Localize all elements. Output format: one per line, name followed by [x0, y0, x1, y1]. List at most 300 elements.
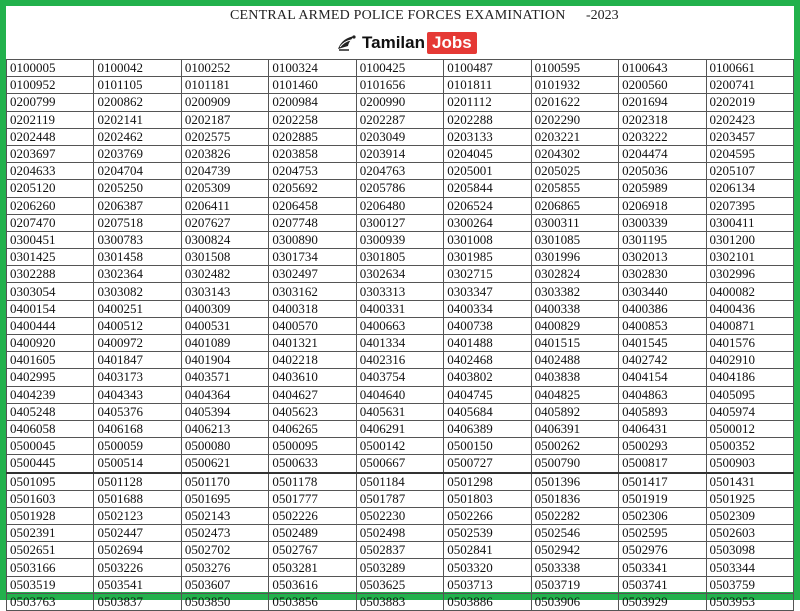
roll-number-cell: 0502391: [7, 525, 94, 542]
roll-number-cell: 0206865: [531, 197, 618, 214]
roll-number-cell: 0406058: [7, 420, 94, 437]
roll-number-cell: 0503850: [181, 593, 268, 610]
roll-number-cell: 0101181: [181, 77, 268, 94]
roll-number-cell: 0200741: [706, 77, 794, 94]
roll-number-cell: 0404863: [619, 386, 706, 403]
roll-number-cell: 0400082: [706, 283, 794, 300]
roll-number-cell: 0500790: [531, 455, 618, 473]
roll-number-cell: 0501928: [7, 507, 94, 524]
roll-number-cell: 0406389: [444, 420, 531, 437]
table-row: [7, 145, 794, 162]
roll-number-cell: 0100042: [94, 60, 181, 77]
roll-number-cell: 0402742: [619, 352, 706, 369]
table-row: [7, 490, 794, 507]
roll-number-cell: 0500621: [181, 455, 268, 473]
roll-number-cell: 0503759: [706, 576, 794, 593]
roll-number-cell: 0205855: [531, 180, 618, 197]
tamilan-jobs-logo: [335, 30, 477, 56]
roll-number-cell: 0500150: [444, 438, 531, 455]
table-row: [7, 593, 794, 610]
roll-number-cell: 0500817: [619, 455, 706, 473]
roll-number-cell: 0503519: [7, 576, 94, 593]
roll-number-cell: 0406291: [356, 420, 443, 437]
roll-number-cell: 0500727: [444, 455, 531, 473]
table-row: [7, 369, 794, 386]
table-row: [7, 266, 794, 283]
roll-number-cell: 0502976: [619, 542, 706, 559]
roll-number-cell: 0303162: [269, 283, 356, 300]
roll-number-cell: 0500142: [356, 438, 443, 455]
roll-number-cell: 0302824: [531, 266, 618, 283]
roll-number-cell: 0202019: [706, 94, 794, 111]
roll-number-cell: 0503953: [706, 593, 794, 610]
roll-number-cell: 0404364: [181, 386, 268, 403]
roll-number-cell: 0502309: [706, 507, 794, 524]
exam-year: -2023: [586, 8, 619, 23]
roll-number-cell: 0300451: [7, 231, 94, 248]
roll-number-cell: 0400331: [356, 300, 443, 317]
roll-number-cell: 0302634: [356, 266, 443, 283]
roll-number-cell: 0401515: [531, 335, 618, 352]
roll-number-cell: 0301008: [444, 231, 531, 248]
roll-number-cell: 0502603: [706, 525, 794, 542]
roll-number-cell: 0404627: [269, 386, 356, 403]
roll-number-cell: 0302364: [94, 266, 181, 283]
roll-number-cell: 0202885: [269, 128, 356, 145]
table-row: [7, 111, 794, 128]
roll-number-cell: 0404825: [531, 386, 618, 403]
roll-number-cell: 0502226: [269, 507, 356, 524]
roll-number-cell: 0100487: [444, 60, 531, 77]
roll-number-cell: 0503883: [356, 593, 443, 610]
roll-number-cell: 0203769: [94, 145, 181, 162]
roll-number-cell: 0502595: [619, 525, 706, 542]
roll-number-cell: 0204739: [181, 163, 268, 180]
roll-number-cell: 0207748: [269, 214, 356, 231]
table-row: [7, 197, 794, 214]
roll-number-cell: 0402218: [269, 352, 356, 369]
roll-number-cell: 0202187: [181, 111, 268, 128]
roll-number-cell: 0502489: [269, 525, 356, 542]
roll-number-cell: 0405394: [181, 403, 268, 420]
table-row: [7, 163, 794, 180]
roll-number-cell: 0202448: [7, 128, 94, 145]
roll-number-cell: 0401488: [444, 335, 531, 352]
roll-number-cell: 0203826: [181, 145, 268, 162]
table-row: [7, 542, 794, 559]
roll-number-cell: 0101105: [94, 77, 181, 94]
logo-text: Tamilan: [362, 33, 425, 52]
table-row: [7, 283, 794, 300]
roll-number-cell: 0101932: [531, 77, 618, 94]
roll-number-cell: 0206480: [356, 197, 443, 214]
roll-number-cell: 0501695: [181, 490, 268, 507]
roll-number-cell: 0400386: [619, 300, 706, 317]
roll-number-cell: 0400251: [94, 300, 181, 317]
roll-number-cell: 0501787: [356, 490, 443, 507]
roll-number-cell: 0300824: [181, 231, 268, 248]
roll-number-cell: 0501184: [356, 473, 443, 491]
roll-number-cell: 0503837: [94, 593, 181, 610]
logo-badge: Jobs: [427, 32, 477, 54]
roll-number-cell: 0402468: [444, 352, 531, 369]
roll-number-cell: 0205989: [619, 180, 706, 197]
roll-number-cell: 0404745: [444, 386, 531, 403]
roll-number-cell: 0300939: [356, 231, 443, 248]
table-row: [7, 335, 794, 352]
roll-number-cell: 0405095: [706, 386, 794, 403]
roll-number-cell: 0202287: [356, 111, 443, 128]
roll-number-cell: 0100952: [7, 77, 94, 94]
roll-number-cell: 0301200: [706, 231, 794, 248]
roll-number-cell: 0303347: [444, 283, 531, 300]
table-row: [7, 180, 794, 197]
roll-number-cell: 0302497: [269, 266, 356, 283]
roll-number-cell: 0500012: [706, 420, 794, 437]
table-row: [7, 438, 794, 455]
roll-number-cell: 0400338: [531, 300, 618, 317]
roll-number-cell: 0502694: [94, 542, 181, 559]
roll-number-cell: 0406213: [181, 420, 268, 437]
roll-number-cell: 0500059: [94, 438, 181, 455]
roll-number-cell: 0406431: [619, 420, 706, 437]
roll-number-cell: 0502651: [7, 542, 94, 559]
table-row: [7, 455, 794, 473]
table-row: [7, 77, 794, 94]
roll-number-cell: 0302830: [619, 266, 706, 283]
roll-number-cell: 0201622: [531, 94, 618, 111]
roll-number-cell: 0300411: [706, 214, 794, 231]
roll-number-cell: 0201694: [619, 94, 706, 111]
roll-number-cell: 0400829: [531, 317, 618, 334]
roll-number-cell: 0101656: [356, 77, 443, 94]
roll-number-cell: 0205786: [356, 180, 443, 197]
roll-number-cell: 0406391: [531, 420, 618, 437]
roll-number-cell: 0200862: [94, 94, 181, 111]
roll-number-cell: 0400972: [94, 335, 181, 352]
roll-number-cell: 0400512: [94, 317, 181, 334]
roll-number-cell: 0207518: [94, 214, 181, 231]
roll-number-cell: 0301458: [94, 249, 181, 266]
roll-number-cell: 0100324: [269, 60, 356, 77]
roll-number-cell: 0501431: [706, 473, 794, 491]
roll-number-cell: 0503886: [444, 593, 531, 610]
roll-number-cell: 0503607: [181, 576, 268, 593]
roll-number-cell: 0207395: [706, 197, 794, 214]
roll-number-cell: 0400570: [269, 317, 356, 334]
roll-number-cell: 0206387: [94, 197, 181, 214]
roll-number-cell: 0300890: [269, 231, 356, 248]
roll-number-cell: 0100595: [531, 60, 618, 77]
roll-number-cell: 0206411: [181, 197, 268, 214]
roll-number-cell: 0202290: [531, 111, 618, 128]
roll-number-cell: 0403571: [181, 369, 268, 386]
roll-number-cell: 0300339: [619, 214, 706, 231]
roll-number-cell: 0500080: [181, 438, 268, 455]
roll-number-cell: 0400318: [269, 300, 356, 317]
roll-number-cell: 0206260: [7, 197, 94, 214]
roll-number-cell: 0501777: [269, 490, 356, 507]
roll-number-cell: 0402316: [356, 352, 443, 369]
roll-number-cell: 0401545: [619, 335, 706, 352]
table-row: [7, 249, 794, 266]
roll-number-cell: 0202318: [619, 111, 706, 128]
roll-number-cell: 0100425: [356, 60, 443, 77]
roll-number-cell: 0202288: [444, 111, 531, 128]
roll-number-cell: 0501095: [7, 473, 94, 491]
roll-number-cell: 0501417: [619, 473, 706, 491]
roll-number-cell: 0303054: [7, 283, 94, 300]
roll-number-cell: 0503338: [531, 559, 618, 576]
roll-number-cell: 0301985: [444, 249, 531, 266]
roll-number-cell: 0202119: [7, 111, 94, 128]
roll-number-cell: 0205250: [94, 180, 181, 197]
roll-number-cell: 0401334: [356, 335, 443, 352]
roll-number-cell: 0401847: [94, 352, 181, 369]
roll-number-cell: 0206134: [706, 180, 794, 197]
roll-number-cell: 0404239: [7, 386, 94, 403]
roll-number-cell: 0502266: [444, 507, 531, 524]
roll-number-cell: 0500045: [7, 438, 94, 455]
roll-number-cell: 0205001: [444, 163, 531, 180]
roll-number-cell: 0402488: [531, 352, 618, 369]
roll-number-cell: 0200799: [7, 94, 94, 111]
roll-number-cell: 0301195: [619, 231, 706, 248]
roll-number-cell: 0205120: [7, 180, 94, 197]
roll-number-cell: 0502841: [444, 542, 531, 559]
roll-number-cell: 0404186: [706, 369, 794, 386]
roll-number-cell: 0400436: [706, 300, 794, 317]
roll-number-cell: 0101811: [444, 77, 531, 94]
roll-number-cell: 0204045: [444, 145, 531, 162]
roll-number-cell: 0501128: [94, 473, 181, 491]
roll-number-cell: 0301805: [356, 249, 443, 266]
roll-number-cell: 0205025: [531, 163, 618, 180]
roll-number-cell: 0300783: [94, 231, 181, 248]
roll-number-cell: 0203457: [706, 128, 794, 145]
roll-number-cell: 0204595: [706, 145, 794, 162]
roll-number-cell: 0200909: [181, 94, 268, 111]
roll-number-cell: 0503541: [94, 576, 181, 593]
table-row: [7, 559, 794, 576]
roll-number-cell: 0400920: [7, 335, 94, 352]
roll-number-cell: 0502942: [531, 542, 618, 559]
roll-number-cell: 0405974: [706, 403, 794, 420]
roll-number-cell: 0501603: [7, 490, 94, 507]
roll-number-cell: 0401321: [269, 335, 356, 352]
roll-number-cell: 0203221: [531, 128, 618, 145]
roll-number-cell: 0500633: [269, 455, 356, 473]
table-row: [7, 403, 794, 420]
roll-number-cell: 0203914: [356, 145, 443, 162]
table-row: [7, 317, 794, 334]
roll-number-cell: 0204633: [7, 163, 94, 180]
roll-number-cell: 0200984: [269, 94, 356, 111]
roll-number-cell: 0203049: [356, 128, 443, 145]
roll-number-cell: 0501178: [269, 473, 356, 491]
roll-number-cell: 0503713: [444, 576, 531, 593]
roll-number-cell: 0301734: [269, 249, 356, 266]
roll-number-cell: 0500514: [94, 455, 181, 473]
table-row: [7, 507, 794, 524]
roll-number-cell: 0204302: [531, 145, 618, 162]
exam-title: CENTRAL ARMED POLICE FORCES EXAMINATION: [230, 8, 566, 23]
roll-number-cell: 0301996: [531, 249, 618, 266]
roll-number-cell: 0503320: [444, 559, 531, 576]
roll-number-cell: 0207470: [7, 214, 94, 231]
table-row: [7, 386, 794, 403]
roll-number-cell: 0202423: [706, 111, 794, 128]
roll-number-cell: 0403802: [444, 369, 531, 386]
table-row: [7, 525, 794, 542]
roll-number-cell: 0500352: [706, 438, 794, 455]
roll-number-cell: 0403838: [531, 369, 618, 386]
roll-number-cell: 0203858: [269, 145, 356, 162]
roll-number-cell: 0302101: [706, 249, 794, 266]
roll-number-table-body: [7, 60, 794, 611]
roll-number-cell: 0205107: [706, 163, 794, 180]
roll-number-cell: 0303382: [531, 283, 618, 300]
roll-number-cell: 0301425: [7, 249, 94, 266]
roll-number-cell: 0502837: [356, 542, 443, 559]
roll-number-cell: 0503616: [269, 576, 356, 593]
roll-number-cell: 0404154: [619, 369, 706, 386]
roll-number-cell: 0300311: [531, 214, 618, 231]
roll-number-cell: 0303313: [356, 283, 443, 300]
roll-number-cell: 0303143: [181, 283, 268, 300]
table-row: [7, 231, 794, 248]
roll-number-cell: 0400154: [7, 300, 94, 317]
roll-number-cell: 0502230: [356, 507, 443, 524]
roll-number-table: [6, 59, 794, 611]
roll-number-cell: 0400738: [444, 317, 531, 334]
roll-number-cell: 0405376: [94, 403, 181, 420]
roll-number-cell: 0500262: [531, 438, 618, 455]
roll-number-cell: 0400309: [181, 300, 268, 317]
roll-number-cell: 0500095: [269, 438, 356, 455]
roll-number-cell: 0405684: [444, 403, 531, 420]
roll-number-cell: 0503929: [619, 593, 706, 610]
roll-number-cell: 0403754: [356, 369, 443, 386]
roll-number-cell: 0203222: [619, 128, 706, 145]
roll-number-cell: 0206524: [444, 197, 531, 214]
roll-number-cell: 0502498: [356, 525, 443, 542]
roll-number-cell: 0400871: [706, 317, 794, 334]
roll-number-cell: 0401089: [181, 335, 268, 352]
roll-number-cell: 0503341: [619, 559, 706, 576]
roll-number-cell: 0200990: [356, 94, 443, 111]
roll-number-cell: 0302482: [181, 266, 268, 283]
roll-number-cell: 0405248: [7, 403, 94, 420]
roll-number-cell: 0401605: [7, 352, 94, 369]
table-row: [7, 128, 794, 145]
roll-number-cell: 0503226: [94, 559, 181, 576]
roll-number-cell: 0301085: [531, 231, 618, 248]
roll-number-cell: 0502282: [531, 507, 618, 524]
roll-number-cell: 0201112: [444, 94, 531, 111]
roll-number-cell: 0206918: [619, 197, 706, 214]
roll-number-cell: 0207627: [181, 214, 268, 231]
roll-number-cell: 0501688: [94, 490, 181, 507]
roll-number-cell: 0501396: [531, 473, 618, 491]
roll-number-cell: 0300264: [444, 214, 531, 231]
roll-number-cell: 0503289: [356, 559, 443, 576]
roll-number-cell: 0400531: [181, 317, 268, 334]
roll-number-cell: 0203697: [7, 145, 94, 162]
roll-number-cell: 0503741: [619, 576, 706, 593]
roll-number-cell: 0501803: [444, 490, 531, 507]
roll-number-cell: 0501919: [619, 490, 706, 507]
table-row: [7, 300, 794, 317]
table-row: [7, 214, 794, 231]
roll-number-cell: 0100005: [7, 60, 94, 77]
table-row: [7, 94, 794, 111]
roll-number-cell: 0404640: [356, 386, 443, 403]
roll-number-cell: 0205692: [269, 180, 356, 197]
roll-number-cell: 0501170: [181, 473, 268, 491]
roll-number-cell: 0503906: [531, 593, 618, 610]
roll-number-cell: 0503625: [356, 576, 443, 593]
table-row: [7, 60, 794, 77]
roll-number-cell: 0403173: [94, 369, 181, 386]
roll-number-cell: 0400334: [444, 300, 531, 317]
roll-number-cell: 0400444: [7, 317, 94, 334]
roll-number-cell: 0303440: [619, 283, 706, 300]
roll-number-cell: 0405893: [619, 403, 706, 420]
roll-number-cell: 0500903: [706, 455, 794, 473]
roll-number-cell: 0405631: [356, 403, 443, 420]
roll-number-cell: 0202141: [94, 111, 181, 128]
roll-number-cell: 0406168: [94, 420, 181, 437]
roll-number-cell: 0501925: [706, 490, 794, 507]
roll-number-cell: 0502447: [94, 525, 181, 542]
roll-number-cell: 0302288: [7, 266, 94, 283]
roll-number-cell: 0502702: [181, 542, 268, 559]
roll-number-cell: 0101460: [269, 77, 356, 94]
roll-number-cell: 0501298: [444, 473, 531, 491]
roll-number-cell: 0202462: [94, 128, 181, 145]
roll-number-cell: 0502473: [181, 525, 268, 542]
roll-number-cell: 0502539: [444, 525, 531, 542]
roll-number-cell: 0502306: [619, 507, 706, 524]
roll-number-cell: 0502546: [531, 525, 618, 542]
roll-number-cell: 0202575: [181, 128, 268, 145]
roll-number-cell: 0204763: [356, 163, 443, 180]
roll-number-cell: 0405623: [269, 403, 356, 420]
table-row: [7, 352, 794, 369]
roll-number-cell: 0203133: [444, 128, 531, 145]
roll-number-cell: 0205309: [181, 180, 268, 197]
roll-number-cell: 0502143: [181, 507, 268, 524]
roll-number-cell: 0206458: [269, 197, 356, 214]
roll-number-cell: 0500445: [7, 455, 94, 473]
roll-number-cell: 0405892: [531, 403, 618, 420]
roll-number-cell: 0302013: [619, 249, 706, 266]
roll-number-cell: 0100661: [706, 60, 794, 77]
roll-number-cell: 0401576: [706, 335, 794, 352]
roll-number-cell: 0501836: [531, 490, 618, 507]
roll-number-cell: 0503856: [269, 593, 356, 610]
roll-number-cell: 0100643: [619, 60, 706, 77]
roll-number-cell: 0400663: [356, 317, 443, 334]
roll-number-cell: 0303082: [94, 283, 181, 300]
roll-number-cell: 0200560: [619, 77, 706, 94]
roll-number-cell: 0503344: [706, 559, 794, 576]
roll-number-cell: 0205036: [619, 163, 706, 180]
roll-number-cell: 0502123: [94, 507, 181, 524]
table-row: [7, 420, 794, 437]
roll-number-cell: 0100252: [181, 60, 268, 77]
